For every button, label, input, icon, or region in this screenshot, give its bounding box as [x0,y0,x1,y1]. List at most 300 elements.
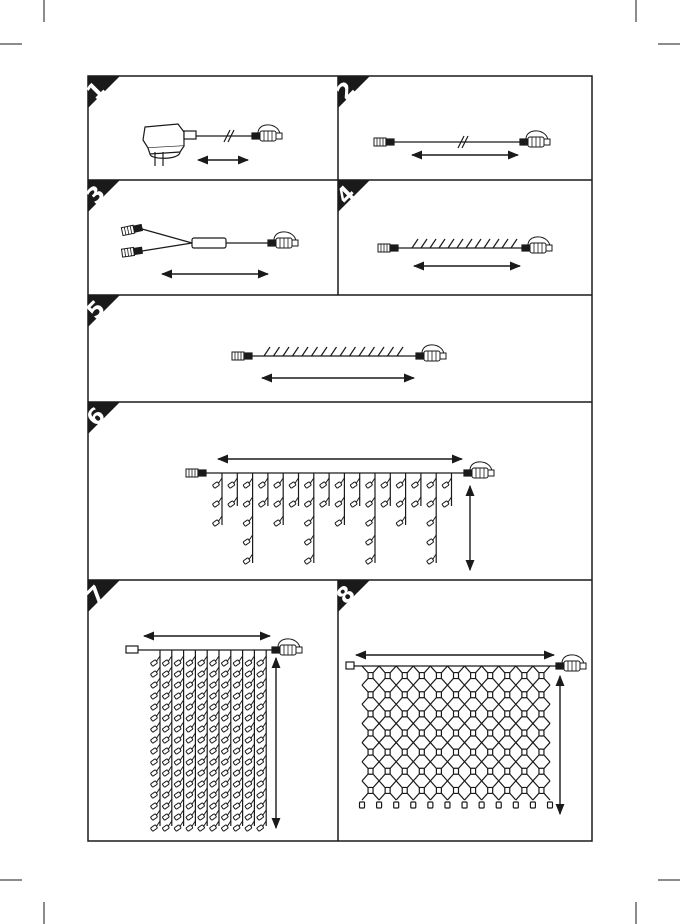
svg-text:5: 5 [82,296,111,325]
bulb [233,799,243,809]
bulb [198,722,208,732]
bulb [150,722,160,732]
bulb [233,744,243,754]
bulb [402,711,407,717]
bulb [359,347,365,356]
bulb [471,787,476,793]
bulb [436,711,441,717]
bulb [488,749,493,755]
bulb [402,730,407,736]
bulb [411,497,421,507]
bulb [471,768,476,774]
icicle-curtain-light-illustration [186,459,494,570]
bulb [245,656,255,666]
bulb [209,744,219,754]
bulb [174,744,184,754]
bulb [186,821,196,831]
bulb [233,689,243,699]
bulb [198,744,208,754]
bulb [454,711,459,717]
bulb [365,516,375,526]
bulb [522,768,527,774]
bulb [331,347,337,356]
bulb [162,744,172,754]
bulb [488,730,493,736]
bulb [245,711,255,721]
bulb [257,744,267,754]
bulb [233,656,243,666]
bulb [209,711,219,721]
bulb [198,766,208,776]
bulb [427,535,437,545]
bulb [174,755,184,765]
bulb [257,689,267,699]
bulb [245,744,255,754]
bulb [257,788,267,798]
bulb [319,478,329,488]
bulb [209,788,219,798]
bulb [466,239,472,248]
bulb [365,554,375,564]
bulb [496,802,501,808]
bulb [488,787,493,793]
bulb [471,730,476,736]
bulb [419,692,424,698]
bulb [539,673,544,679]
bulb [233,821,243,831]
bulb [186,722,196,732]
bulb [548,802,553,808]
bulb [257,678,267,688]
bulb [221,766,231,776]
bulb [186,711,196,721]
bulb [430,239,436,248]
bulb [198,810,208,820]
bulb [350,478,360,488]
bulb [245,678,255,688]
bulb [436,749,441,755]
bulb [377,802,382,808]
bulb [212,516,222,526]
bulb [221,678,231,688]
bulb [539,787,544,793]
bulb [502,239,508,248]
bulb [186,733,196,743]
bulb [174,788,184,798]
bulb [150,689,160,699]
bulb [198,656,208,666]
bulb [221,722,231,732]
svg-text:1: 1 [82,77,111,106]
power-adapter-illustration [143,124,282,166]
bulb [488,673,493,679]
bulb [233,722,243,732]
bulb [419,768,424,774]
bulb [150,755,160,765]
bulb [150,733,160,743]
bulb [233,810,243,820]
bulb [436,730,441,736]
bulb [427,554,437,564]
bulb [221,667,231,677]
bulb [245,733,255,743]
bulb [539,711,544,717]
bulb [209,733,219,743]
bulb [454,749,459,755]
bulb [522,749,527,755]
bulb [162,788,172,798]
bulb [505,768,510,774]
bulb [427,516,437,526]
bulb [454,692,459,698]
bulb [150,799,160,809]
splitter-cable-illustration [121,224,298,274]
bulb [381,497,391,507]
bulb [471,749,476,755]
bulb [488,768,493,774]
bulb [454,730,459,736]
bulb [522,692,527,698]
bulb [245,777,255,787]
bulb [513,802,518,808]
bulb [365,497,375,507]
bulb [505,787,510,793]
bulb [304,535,314,545]
bulb [368,730,373,736]
bulb [174,810,184,820]
bulb [257,722,267,732]
bulb [264,347,270,356]
bulb [293,347,299,356]
bulb [150,700,160,710]
bulb [388,347,394,356]
bulb [198,667,208,677]
bulb [198,678,208,688]
bulb [245,821,255,831]
bulb [233,733,243,743]
bulb [221,755,231,765]
bulb [257,733,267,743]
bulb [150,667,160,677]
bulb [233,700,243,710]
bulb [228,478,238,488]
bulb [368,768,373,774]
bulb [243,535,253,545]
bulb [186,788,196,798]
bulb [442,497,452,507]
bulb [381,478,391,488]
bulb [174,667,184,677]
bulb [209,821,219,831]
bulb [289,478,299,488]
bulb [243,516,253,526]
bulb [162,722,172,732]
bulb [402,768,407,774]
bulb [150,821,160,831]
bulb [162,755,172,765]
bulb [162,799,172,809]
bulb [321,347,327,356]
svg-text:6: 6 [82,403,111,432]
bulb [221,733,231,743]
bulb [221,711,231,721]
bulb [245,700,255,710]
bulb [186,689,196,699]
bulb [369,347,375,356]
bulb [511,239,517,248]
bulb [411,802,416,808]
svg-text:8: 8 [332,581,361,610]
curtain-light-illustration [126,636,302,831]
bulb [385,730,390,736]
bulb [257,766,267,776]
bulb [385,787,390,793]
bulb [186,799,196,809]
bulb [505,692,510,698]
bulb [186,700,196,710]
bulb [436,787,441,793]
bulb [150,656,160,666]
bulb [462,802,467,808]
bulb [209,810,219,820]
bulb [198,799,208,809]
bulb [150,810,160,820]
bulb [198,711,208,721]
bulb [454,768,459,774]
bulb [539,692,544,698]
bulb [475,239,481,248]
bulb [221,810,231,820]
bulb [445,802,450,808]
bulb [402,673,407,679]
bulb [274,497,284,507]
bulb [162,733,172,743]
bulb [471,692,476,698]
bulb [257,810,267,820]
bulb [304,497,314,507]
bulb [402,692,407,698]
bulb [162,678,172,688]
bulb [162,777,172,787]
bulb [436,673,441,679]
bulb [150,711,160,721]
bulb [419,711,424,717]
bulb [274,478,284,488]
bulb [162,656,172,666]
bulb [396,478,406,488]
bulb [488,711,493,717]
bulb [174,678,184,688]
bulb [245,755,255,765]
bulb [198,788,208,798]
bulb [385,768,390,774]
bulb [186,777,196,787]
bulb [245,810,255,820]
bulb [198,700,208,710]
bulb [209,667,219,677]
bulb [209,700,219,710]
bulb [457,239,463,248]
bulb [186,656,196,666]
bulb [212,478,222,488]
bulb [442,478,452,488]
bulb [245,766,255,776]
bulb [421,239,427,248]
bulb [243,554,253,564]
bulb [304,516,314,526]
bulb [427,478,437,488]
bulb [368,711,373,717]
bulb [257,821,267,831]
bulb [436,768,441,774]
bulb [221,799,231,809]
bulb [436,692,441,698]
bulb [368,692,373,698]
bulb [360,802,365,808]
bulb [454,673,459,679]
bulb [257,656,267,666]
bulb [257,777,267,787]
bulb [233,755,243,765]
bulb [394,802,399,808]
bulb [221,777,231,787]
bulb [228,497,238,507]
bulb [304,554,314,564]
bulb [385,711,390,717]
bulb [233,678,243,688]
panel-badges [82,76,370,612]
bulb [221,788,231,798]
bulb [530,802,535,808]
bulb [471,711,476,717]
bulb [174,722,184,732]
bulb [257,700,267,710]
bulb [258,497,268,507]
bulb [198,689,208,699]
bulb [221,656,231,666]
bulb [274,516,284,526]
bulb [209,766,219,776]
bulb [209,722,219,732]
bulb [539,730,544,736]
string-light-long-illustration [232,345,446,378]
bulb [162,766,172,776]
bulb [319,497,329,507]
bulb [448,239,454,248]
bulb [539,768,544,774]
bulb [209,689,219,699]
bulb [174,689,184,699]
bulb [221,821,231,831]
bulb [505,730,510,736]
bulb [174,656,184,666]
bulb [368,673,373,679]
bulb [274,347,280,356]
bulb [212,497,222,507]
bulb [150,744,160,754]
bulb [162,821,172,831]
bulb [365,478,375,488]
bulb [471,673,476,679]
bulb [368,787,373,793]
bulb [312,347,318,356]
bulb [402,787,407,793]
bulb [174,799,184,809]
bulb [505,749,510,755]
bulb [522,673,527,679]
svg-text:4: 4 [332,181,361,210]
bulb [257,799,267,809]
bulb [209,656,219,666]
bulb [233,788,243,798]
bulb [174,700,184,710]
bulb [484,239,490,248]
bulb [412,239,418,248]
bulb [257,755,267,765]
bulb [283,347,289,356]
svg-text:2: 2 [332,77,361,106]
bulb [385,749,390,755]
extension-cable-illustration [374,131,550,155]
bulb [245,667,255,677]
bulb [378,347,384,356]
bulb [186,678,196,688]
bulb [396,497,406,507]
bulb [454,787,459,793]
bulb [162,810,172,820]
bulb [174,766,184,776]
bulb [243,478,253,488]
bulb [419,749,424,755]
bulb [245,788,255,798]
bulb [198,777,208,787]
bulb [258,478,268,488]
bulb [245,799,255,809]
bulb [150,788,160,798]
bulb [397,347,403,356]
bulb [427,497,437,507]
bulb [539,749,544,755]
bulb [304,478,314,488]
bulb [233,711,243,721]
bulb [221,700,231,710]
bulb [209,799,219,809]
bulb [198,821,208,831]
bulb [243,497,253,507]
bulb [233,777,243,787]
bulb [522,787,527,793]
bulb [209,678,219,688]
bulb [209,755,219,765]
bulb [289,497,299,507]
bulb [233,667,243,677]
bulb [174,777,184,787]
bulb [335,497,345,507]
bulb [340,347,346,356]
bulb [302,347,308,356]
bulb [257,711,267,721]
bulb [221,744,231,754]
net-light-illustration [346,655,586,814]
bulb [335,478,345,488]
bulb [368,749,373,755]
bulb [174,821,184,831]
bulb [385,673,390,679]
bulb [411,478,421,488]
string-light-short-illustration [378,237,552,266]
bulb [419,787,424,793]
bulb [162,667,172,677]
